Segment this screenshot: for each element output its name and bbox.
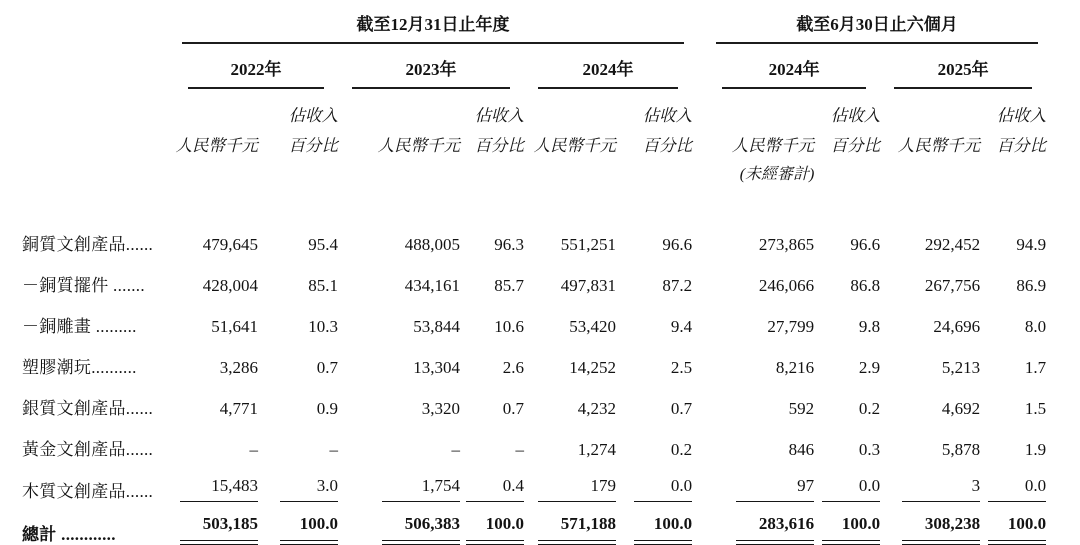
total-label: 總計 ............ <box>22 525 116 545</box>
pct-cell: 86.8 <box>850 276 881 295</box>
row-label: 木質文創產品...... <box>22 482 154 501</box>
pct-cell: 9.4 <box>670 317 693 336</box>
amount-cell: 1,274 <box>577 440 616 459</box>
pct-cell: 0.3 <box>858 440 881 459</box>
pct-cell: 8.0 <box>1024 317 1047 336</box>
pct-cell: – <box>329 440 338 459</box>
pct-cell: 1.7 <box>1024 358 1047 377</box>
pct-cell: 87.2 <box>662 276 693 295</box>
column-spacer <box>692 296 708 337</box>
pct-cell: 2.5 <box>670 358 693 377</box>
pct-cell: 0.2 <box>858 399 881 418</box>
period-group-interim <box>708 10 1046 44</box>
amount-cell: 292,452 <box>924 235 981 254</box>
table-row-total <box>22 502 1046 545</box>
row-label: －銅雕畫 ......... <box>22 317 137 336</box>
pct-cell: 85.7 <box>494 276 524 295</box>
amount-cell: 13,304 <box>413 358 460 377</box>
subheader-row-1 <box>22 89 1046 126</box>
period-group-annual-label: 截至12月31日止年度 <box>182 10 684 44</box>
pct-cell: 86.9 <box>1016 276 1047 295</box>
pct-cell: 0.4 <box>460 460 524 502</box>
year-header-row <box>22 44 1046 89</box>
amount-cell: 434,161 <box>404 276 460 295</box>
amount-cell: 15,483 <box>174 460 258 502</box>
amount-cell: 97 <box>708 460 814 502</box>
double-rule <box>280 540 338 545</box>
pct-cell: 0.2 <box>670 440 693 459</box>
revenue-breakdown-table <box>22 10 1046 545</box>
row-label: 黃金文創產品...... <box>22 440 154 459</box>
unaudited-note: (未經審計) <box>739 166 815 183</box>
table-row-wooden-products <box>22 460 1046 502</box>
double-rule <box>382 540 460 545</box>
period-header-row <box>22 10 1046 44</box>
pct-cell: 2.9 <box>858 358 881 377</box>
amount-cell: 479,645 <box>202 235 258 254</box>
amount-cell: 846 <box>788 440 815 459</box>
total-amount-cell: 308,238 <box>880 502 980 545</box>
double-rule <box>988 540 1046 545</box>
pct-cell: 2.6 <box>502 358 524 377</box>
column-spacer <box>692 337 708 378</box>
column-spacer <box>692 378 708 419</box>
column-spacer <box>692 44 708 89</box>
total-pct-cell: 100.0 <box>258 502 338 545</box>
amount-cell: 428,004 <box>202 276 258 295</box>
double-rule <box>902 540 980 545</box>
column-spacer <box>692 89 708 126</box>
double-rule <box>634 540 692 545</box>
column-spacer <box>692 460 708 502</box>
pct-cell: 1.9 <box>1024 440 1047 459</box>
pct-header-line2: 百分比 <box>288 136 338 155</box>
header-body-gap <box>22 184 1046 214</box>
pct-cell: 0.9 <box>316 399 338 418</box>
pct-cell: 10.6 <box>494 317 524 336</box>
amount-header: 人民幣千元 <box>175 136 258 155</box>
period-group-interim-label: 截至6月30日止六個月 <box>716 10 1038 44</box>
amount-cell: 4,771 <box>219 399 258 418</box>
pct-cell: 85.1 <box>308 276 338 295</box>
table-row-plastic-toys <box>22 337 1046 378</box>
table-row-copper-ornaments <box>22 255 1046 296</box>
pct-cell: 0.0 <box>814 460 880 502</box>
double-rule <box>822 540 880 545</box>
pct-cell: 0.0 <box>980 460 1046 502</box>
table-row-copper-products <box>22 214 1046 255</box>
pct-header-line1: 佔收入 <box>288 106 338 125</box>
pct-cell: 0.7 <box>316 358 338 377</box>
amount-header: 人民幣千元 <box>377 136 460 155</box>
amount-cell: 5,213 <box>941 358 981 377</box>
pct-cell: 1.5 <box>1024 399 1047 418</box>
pct-header-line1: 佔收入 <box>830 106 881 125</box>
column-spacer <box>692 126 708 156</box>
pct-header-line1: 佔收入 <box>474 106 524 125</box>
amount-cell: 497,831 <box>560 276 616 295</box>
amount-cell: 53,420 <box>569 317 616 336</box>
pct-cell: – <box>515 440 524 459</box>
amount-cell: – <box>451 440 460 459</box>
column-spacer <box>692 419 708 460</box>
row-label: 塑膠潮玩.......... <box>22 358 137 377</box>
amount-cell: 8,216 <box>775 358 815 377</box>
amount-cell: 24,696 <box>933 317 981 336</box>
total-amount-cell: 571,188 <box>524 502 616 545</box>
amount-cell: 273,865 <box>758 235 815 254</box>
amount-cell: 3 <box>880 460 980 502</box>
total-amount-cell: 503,185 <box>174 502 258 545</box>
double-rule <box>466 540 524 545</box>
double-rule <box>538 540 616 545</box>
amount-header: 人民幣千元 <box>897 136 981 155</box>
amount-cell: 592 <box>788 399 815 418</box>
pct-cell: 96.3 <box>494 235 524 254</box>
year-2023-label: 2023年 <box>352 55 510 89</box>
table-row-silver-products <box>22 378 1046 419</box>
pct-header-line2: 百分比 <box>642 136 693 155</box>
pct-cell: 10.3 <box>308 317 338 336</box>
column-spacer <box>692 255 708 296</box>
amount-cell: 14,252 <box>569 358 616 377</box>
pct-cell: 9.8 <box>858 317 881 336</box>
subheader-row-2 <box>22 126 1046 156</box>
amount-cell: 53,844 <box>413 317 460 336</box>
amount-header: 人民幣千元 <box>731 136 815 155</box>
pct-cell: 95.4 <box>308 235 338 254</box>
table-row-copper-carvings <box>22 296 1046 337</box>
pct-header-line2: 百分比 <box>996 136 1047 155</box>
pct-cell: 3.0 <box>258 460 338 502</box>
amount-cell: – <box>249 440 258 459</box>
row-label: 銀質文創產品...... <box>22 399 154 418</box>
year-2024-interim-label: 2024年 <box>722 55 866 89</box>
total-pct-cell: 100.0 <box>460 502 524 545</box>
total-pct-cell: 100.0 <box>616 502 692 545</box>
amount-cell: 267,756 <box>924 276 981 295</box>
unaudited-row <box>22 156 1046 184</box>
total-pct-cell: 100.0 <box>814 502 880 545</box>
pct-cell: 94.9 <box>1016 235 1047 254</box>
pct-cell: 0.7 <box>670 399 693 418</box>
amount-cell: 179 <box>524 460 616 502</box>
total-pct-cell: 100.0 <box>980 502 1046 545</box>
amount-cell: 27,799 <box>767 317 815 336</box>
pct-cell: 0.7 <box>502 399 524 418</box>
amount-cell: 3,286 <box>219 358 258 377</box>
amount-cell: 5,878 <box>941 440 981 459</box>
row-label: 銅質文創產品...... <box>22 235 154 254</box>
column-spacer <box>692 10 708 44</box>
header-spacer <box>22 10 174 44</box>
year-2024-label: 2024年 <box>538 55 678 89</box>
amount-cell: 51,641 <box>211 317 258 336</box>
table-row-gold-products <box>22 419 1046 460</box>
header-spacer <box>22 44 174 89</box>
pct-header-line1: 佔收入 <box>642 106 693 125</box>
amount-cell: 4,692 <box>941 399 981 418</box>
total-amount-cell: 283,616 <box>708 502 814 545</box>
pct-cell: 96.6 <box>662 235 693 254</box>
row-label: －銅質擺件 ....... <box>22 276 145 295</box>
amount-cell: 4,232 <box>577 399 616 418</box>
pct-header-line2: 百分比 <box>830 136 881 155</box>
pct-cell: 96.6 <box>850 235 881 254</box>
double-rule <box>180 540 258 545</box>
period-group-annual <box>174 10 692 44</box>
amount-cell: 3,320 <box>421 399 460 418</box>
column-spacer <box>692 502 708 545</box>
amount-cell: 246,066 <box>758 276 815 295</box>
year-2025-label: 2025年 <box>894 55 1032 89</box>
pct-header-line1: 佔收入 <box>996 106 1047 125</box>
amount-cell: 488,005 <box>404 235 460 254</box>
double-rule <box>736 540 814 545</box>
amount-cell: 1,754 <box>338 460 460 502</box>
pct-header-line2: 百分比 <box>474 136 524 155</box>
year-2022-label: 2022年 <box>188 55 324 89</box>
amount-cell: 551,251 <box>560 235 616 254</box>
pct-cell: 0.0 <box>616 460 692 502</box>
total-amount-cell: 506,383 <box>338 502 460 545</box>
amount-header: 人民幣千元 <box>533 136 616 155</box>
column-spacer <box>692 214 708 255</box>
